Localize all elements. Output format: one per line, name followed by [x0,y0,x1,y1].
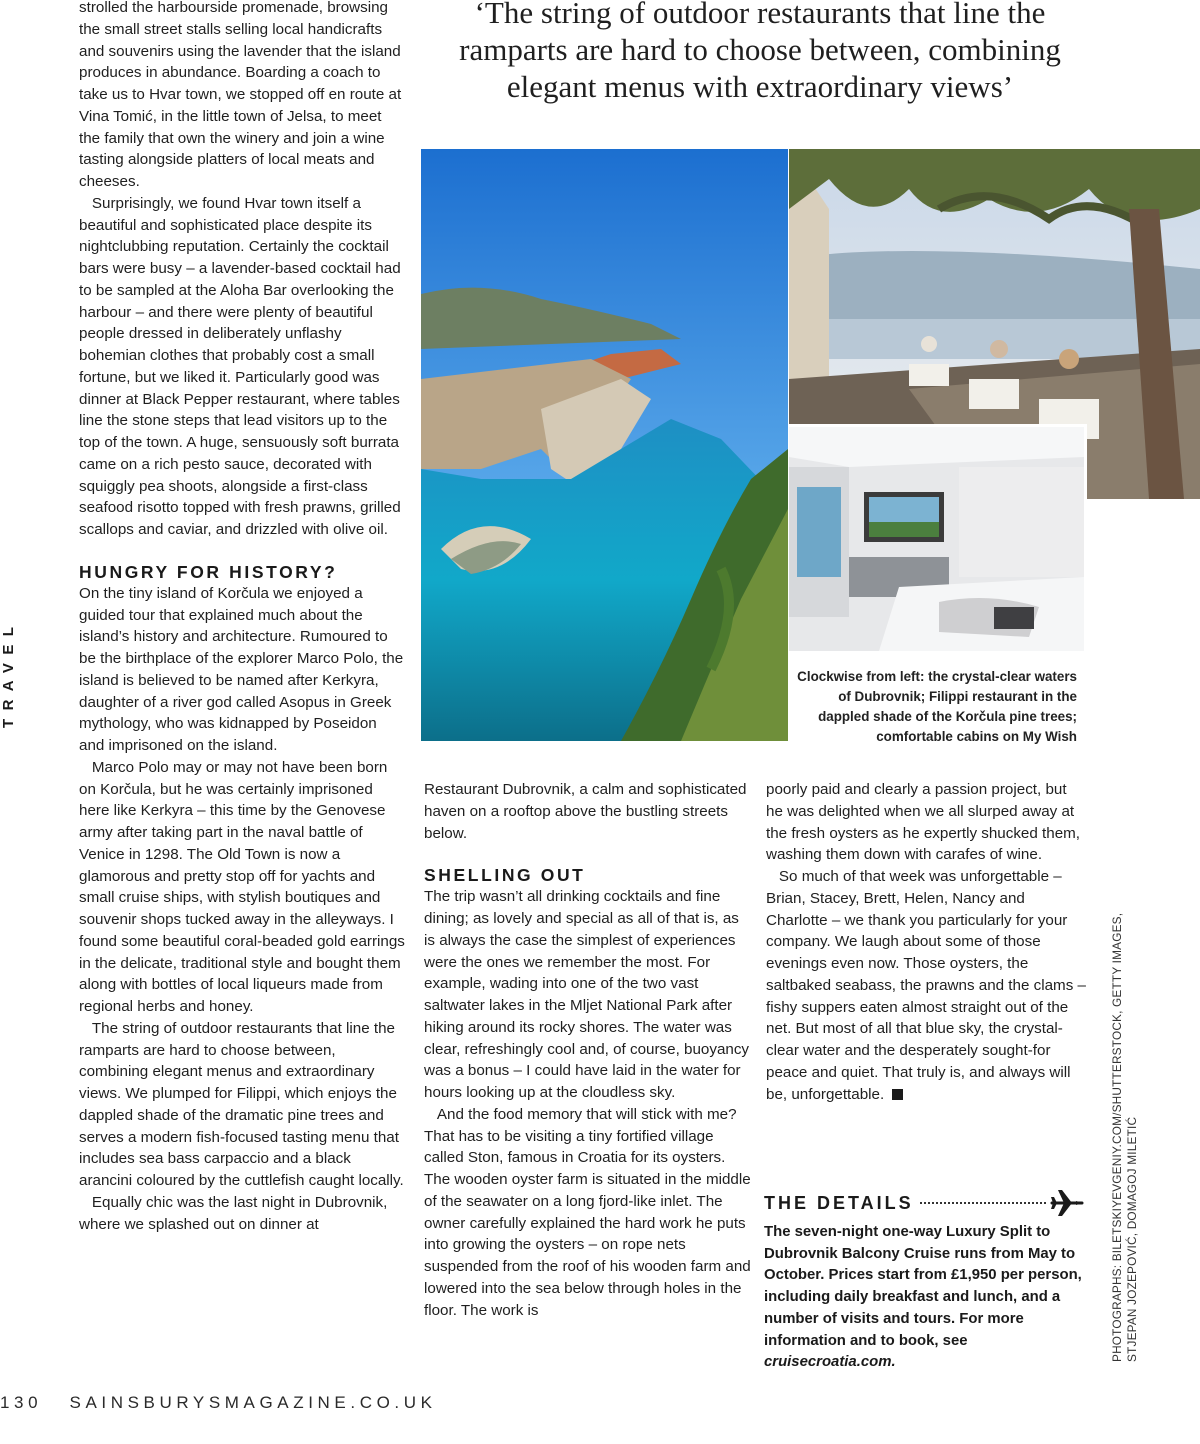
paragraph: Marco Polo may or may not have been born on Korčula, but he was certainly imprisoned here like Kerkyra – this time by the Genovese army after taking part in the naval battle of Venice in 1298. The Old Town is now a glamorous and pretty stop off for yachts and small cruise ships, with stylish boutiques and souvenir shops tucked away in the alleyways. I found some beautiful coral-beaded gold earrings in the delicate, traditional style and bought them along with bottles of local liqueurs made from regional herbs and honey. [79,758,405,1015]
dotted-line [920,1202,1046,1204]
paragraph: On the tiny island of Korčula we enjoyed a guided tour that explained much about the island’s history and architecture. Rumoured to be the birthplace of the explorer Marco Polo, the island is believed to be named after Kerkyra, daughter of a river god called Asopus in Greek mythology, who was kidnapped by Poseidon and imprisoned on the island. [79,584,404,754]
photo-credits-line: STJEPAN JOZEPOVIĆ, DOMAGOJ MILETIĆ [1124,1116,1139,1362]
photo-caption: Clockwise from left: the crystal-clear waters of Dubrovnik; Filippi restaurant in the dappled shade of the Korčula pine trees; comfortable cabins on My Wish [797,669,1077,744]
details-text [764,1222,1084,1374]
details-body: The seven-night one-way Luxury Split to Dubrovnik Balcony Cruise runs from May to October. Prices start from £1,950 per person, including daily breakfast and lunch, and a number of visits and tours. For more information and to book, see [764,1224,1082,1349]
article-column-3 [766,779,1086,1105]
paragraph [766,866,1086,1105]
details-header [764,1188,1084,1218]
photo-credits-line: PHOTOGRAPHS: BILETSKIYEVGENIY.COM/SHUTTERSTOCK, GETTY IMAGES, [1110,912,1124,1362]
article-column-1 [79,0,405,1235]
paragraph: And the food memory that will stick with me? That has to be visiting a tiny fortified village called Ston, famous in Croatia for its oysters. The wooden oyster farm is situated in the middle of the seawater on a long fjord-like inlet. The owner carefully explained the hard work he puts into growing the oysters – on rope nets suspended from the roof of his wooden farm and lowered into the sea below through holes in the floor. The work is [424,1105,751,1319]
pull-quote: ‘The string of outdoor restaurants that line the ramparts are hard to choose between, combining elegant menus with extraordinary views’ [459,0,1061,104]
closing-paragraph-text: So much of that week was unforgettable – Brian, Stacey, Brett, Helen, Nancy and Charlotte – we thank you particularly for your company. We laugh about some of those evenings even now. Those oysters, the saltbaked seabass, the prawns and the clams – fishy suppers eaten almost straight out of the net. But most of all that blue sky, the crystal-clear water and the desperately sought-for peace and quiet. That truly is, and always will be, unforgettable. [766,868,1086,1103]
details-box [764,1188,1084,1374]
photo-dubrovnik-coast [421,149,788,741]
details-title: THE DETAILS [764,1192,914,1213]
cruisecroatia-link[interactable]: cruisecroatia.com. [764,1354,896,1371]
section-label: TRAVEL [0,618,17,728]
subheading-shelling-out: SHELLING OUT [424,865,586,886]
paragraph: The trip wasn’t all drinking cocktails and fine dining; as lovely and special as all of that is, as is always the case the simplest of experiences were the ones we remember the most. For example, wading into one of the two vast saltwater lakes in the Mljet National Park after hiking around its rocky shores. The water was clear, refreshingly cool and, of course, buoyancy was a bonus – I could have laid in the water for hours looking up at the cloudless sky. [424,888,750,1101]
paragraph: poorly paid and clearly a passion project, but he was delighted when we all slurped away at the fresh oysters as he expertly shucked them, washing them down with carafes of wine. [766,781,1081,864]
paragraph: Restaurant Dubrovnik, a calm and sophisticated haven on a rooftop above the bustling streets below. [424,781,747,842]
footer-site[interactable]: SAINSBURYSMAGAZINE.CO.UK [69,1393,437,1412]
subheading-hungry-for-history: HUNGRY FOR HISTORY? [79,561,338,582]
paragraph: Surprisingly, we found Hvar town itself a beautiful and sophisticated place despite its nightclubbing reputation. Certainly the cocktail bars were busy – a lavender-based cocktail had to be sampled at the Aloha Bar overlooking the harbour – and there were plenty of beautiful people dressed in deliberately unflashy bohemian clothes that probably cost a small fortune, but we liked it. Particularly good was dinner at Black Pepper restaurant, where tables line the stone steps that lead visitors up to the top of the town. A huge, sensuously soft burrata came on a rich pesto sauce, decorated with squiggly pea shoots, alongside a first-class seafood risotto topped with fresh prawns, grilled scallops and caviar, and drizzled with olive oil. [79,194,401,538]
article-column-2 [424,779,754,1321]
photo-credits [1110,913,1139,1362]
paragraph: The string of outdoor restaurants that line the ramparts are hard to choose between, combining elegant menus and extraordinary views. We plumped for Filippi, which enjoys the dappled shade of the dramatic pine trees and serves a modern fish-focused tasting menu that includes sea bass carpaccio and a black arancini coloured by the cuttlefish caught locally. [79,1019,404,1189]
paragraph: strolled the harbourside promenade, browsing the small street stalls selling local handicrafts and souvenirs using the lavender that the island produces in abundance. Boarding a coach to take us to Hvar town, we stopped off en route at Vina Tomić, in the little town of Jelsa, to meet the family that own the winery and join a wine tasting alongside platters of local meats and cheeses. [79,0,402,190]
paragraph: Equally chic was the last night in Dubrovnik, where we splashed out on dinner at [79,1193,388,1233]
page-number: 130 [0,1393,43,1412]
page-footer [0,1393,437,1413]
photo-cabin-my-wish [789,424,1087,651]
end-square-icon [892,1089,903,1100]
airplane-icon [1050,1188,1084,1218]
